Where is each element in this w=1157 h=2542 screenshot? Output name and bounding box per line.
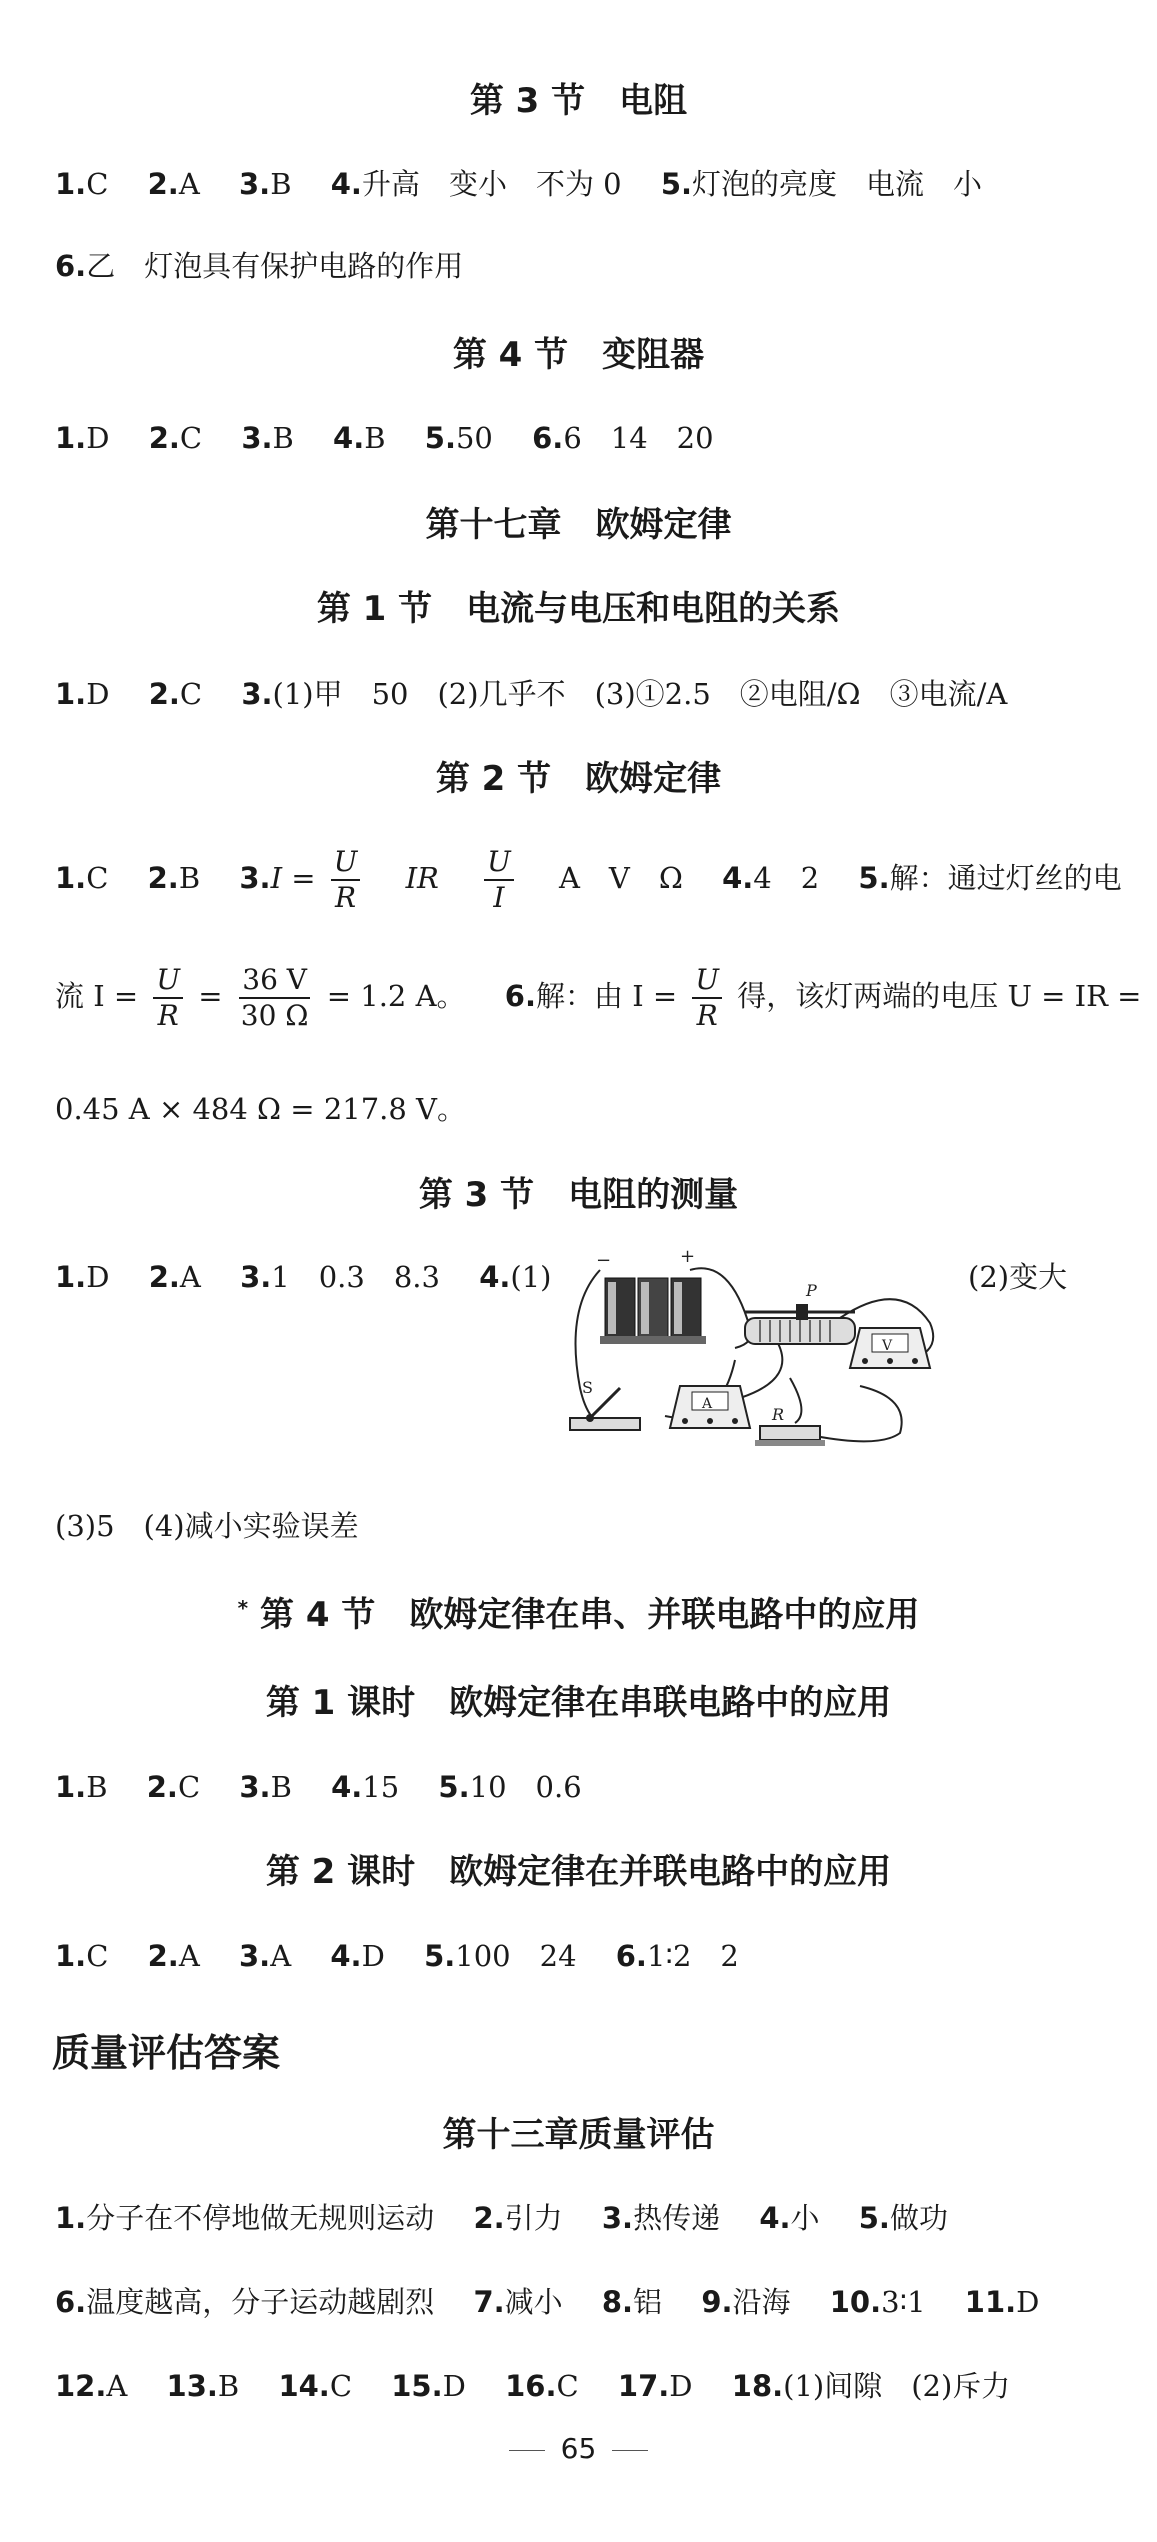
answer-line: (3)5 (4)减小实验误差: [55, 1509, 359, 1543]
circuit-diagram: [560, 1248, 940, 1463]
resistor-label: R: [772, 1405, 785, 1424]
plus-label: +: [680, 1248, 696, 1267]
section-title: 第 4 节 变阻器: [452, 335, 705, 375]
answer-line: 1.分子在不停地做无规则运动 2.引力 3.热传递 4.小 5.做功: [55, 2201, 948, 2235]
fraction: $\frac{36 V}{30 \Omega}$: [240, 963, 309, 1032]
answer-text: (2)变大: [968, 1260, 1068, 1294]
answer-line: 流 I = $\frac{U}{R}$ = $\frac{36 V}{30 \Omega}$ = 1.2 A。 6.解：由 I = $\frac{U}{R}$ 得，该灯两端的电压 U = IR =: [55, 963, 1142, 1032]
section-title: 第 1 节 电流与电压和电阻的关系: [316, 589, 841, 629]
fraction: $\frac{U}{R}$: [153, 966, 183, 1030]
answer-line: 12.A 13.B 14.C 15.D 16.C 17.D 18.(1)间隙 (2)斥力: [55, 2369, 1011, 2403]
voltmeter-label: V: [882, 1338, 893, 1354]
slider-label: P: [806, 1281, 817, 1300]
answer-line: 1.D 2.A 3.1 0.3 8.3 4.(1): [55, 1260, 552, 1294]
battery-icon: [600, 1278, 706, 1344]
switch-label: S: [582, 1378, 593, 1397]
resistor-icon: [755, 1426, 825, 1446]
rheostat-icon: [745, 1304, 855, 1344]
chapter-title: 第十三章质量评估: [442, 2115, 715, 2155]
page-number: 65: [0, 2432, 1157, 2465]
section-number: 第 3 节: [469, 81, 586, 121]
minus-label: −: [596, 1250, 612, 1271]
dash-right: [612, 2450, 648, 2451]
section-title: 第 3 节 电阻的测量: [418, 1175, 739, 1215]
lesson-title: 第 2 课时 欧姆定律在并联电路中的应用: [265, 1852, 892, 1892]
section-title: 第 2 节 欧姆定律: [435, 759, 722, 799]
fraction: $\frac{U}{R}$: [331, 848, 361, 912]
answer-line: 1.C 2.A 3.A 4.D 5.100 24 6.1∶2 2: [55, 1939, 739, 1973]
answer-line: 1.B 2.C 3.B 4.15 5.10 0.6: [55, 1770, 582, 1804]
answer-line: 6.温度越高，分子运动越剧烈 7.减小 8.铝 9.沿海 10.3∶1 11.D: [55, 2285, 1040, 2319]
answer-line: 1.D 2.C 3.(1)甲 50 (2)几乎不 (3)①2.5 ②电阻/Ω ③电流/A: [55, 677, 1008, 711]
dash-left: [509, 2450, 545, 2451]
section-title: [0, 81, 1157, 121]
answer-line: 1.D 2.C 3.B 4.B 5.50 6.6 14 20: [55, 421, 714, 455]
answer-line: 1.C 2.B 3.I = $\frac{U}{R}$ IR $\frac{U}{I}$ A V Ω 4.4 2 5.解：通过灯丝的电: [55, 845, 1122, 914]
switch-icon: [570, 1388, 640, 1430]
section-title: * 第 4 节 欧姆定律在串、并联电路中的应用: [237, 1595, 920, 1635]
answer-line: 1.C 2.A 3.B 4.升高 变小 不为 0 5.灯泡的亮度 电流 小: [55, 167, 983, 201]
lesson-title: 第 1 课时 欧姆定律在串联电路中的应用: [265, 1683, 892, 1723]
answer-line: 6.乙 灯泡具有保护电路的作用: [55, 249, 464, 283]
wire: [815, 1386, 902, 1441]
wire: [790, 1378, 801, 1423]
ammeter-label: A: [702, 1396, 713, 1412]
part-title: 质量评估答案: [52, 2031, 281, 2075]
fraction: $\frac{U}{I}$: [484, 848, 514, 912]
answer-line: 0.45 A × 484 Ω = 217.8 V。: [55, 1092, 466, 1126]
section-name: 电阻: [619, 81, 688, 121]
fraction: $\frac{U}{R}$: [692, 966, 722, 1030]
star-mark: *: [237, 1596, 249, 1620]
chapter-title: 第十七章 欧姆定律: [425, 505, 732, 545]
